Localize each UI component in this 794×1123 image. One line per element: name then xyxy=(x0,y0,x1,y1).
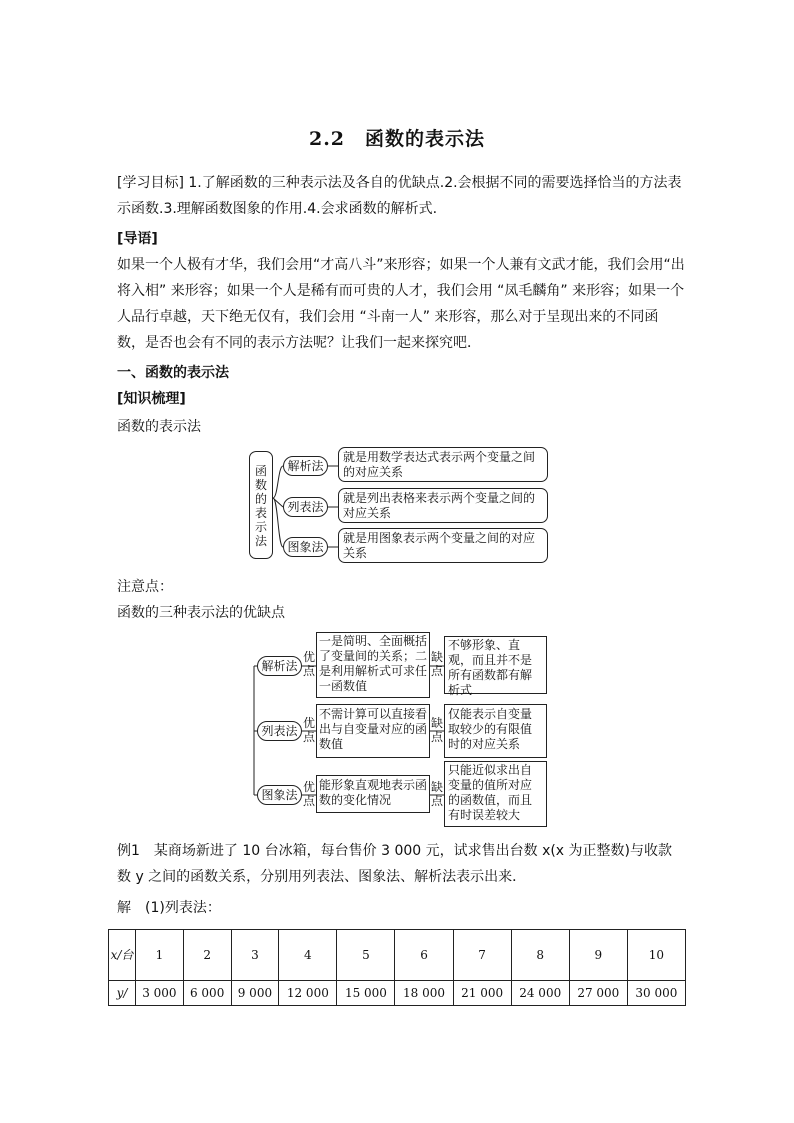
solution-heading: 解 (1)列表法： xyxy=(117,900,221,916)
diagram2-method-1: 解析法 xyxy=(257,656,302,676)
diagram2-pro-2: 不需计算可以直接看出与自变量对应的函数值 xyxy=(316,704,430,758)
table-header-x: x/台 xyxy=(109,930,136,981)
table-cell: 7 xyxy=(453,930,511,981)
table-cell: 5 xyxy=(337,930,395,981)
diagram1-desc-1: 就是用数学表达式表示两个变量之间的对应关系 xyxy=(338,447,548,482)
data-table xyxy=(108,929,686,1006)
diagram1-method-1: 解析法 xyxy=(283,456,328,476)
table-cell: 24 000 xyxy=(511,981,569,1006)
page-title: 2.2 函数的表示法 xyxy=(308,128,486,150)
table-cell: 3 xyxy=(231,930,279,981)
intro-text: 如果一个人极有才华，我们会用“才高八斗”来形容；如果一个人兼有文武才能，我们会用“出将入相” 来形容；如果一个人是稀有而可贵的人才，我们会用 “凤毛麟角” 来形容；如果一个人品行卓越，天下绝无仅有，我们会用 “斗南一人” 来形容，那么对于呈现出来的不同函数，是否也会有不同的表示方法呢？让我们一起来探究吧． xyxy=(117,257,685,351)
example-text: 某商场新进了 10 台冰箱，每台售价 3 000 元，试求售出台数 x(x 为正整数)与收款数 y 之间的函数关系，分别用列表法、图象法、解析法表示出来． xyxy=(117,843,673,885)
table-header-y: y/ xyxy=(109,981,136,1006)
table-cell: 15 000 xyxy=(337,981,395,1006)
diagram2-con-1: 不够形象、直观，而且并不是所有函数都有解析式 xyxy=(444,636,547,694)
diagram2-con-label-1: 缺 点 xyxy=(431,650,444,678)
diagram2-pro-label-1: 优 点 xyxy=(303,650,316,678)
diagram2-con-2: 仅能表示自变量取较少的有限值时的对应关系 xyxy=(444,704,547,758)
diagram1-root xyxy=(249,451,273,559)
table-row-y xyxy=(109,981,686,1006)
subtitle-representations: 函数的表示法 xyxy=(117,419,201,435)
section-heading: 一、函数的表示法 xyxy=(117,365,229,381)
diagram2-con-label-3: 缺 点 xyxy=(431,780,444,808)
table-cell: 3 000 xyxy=(136,981,184,1006)
table-cell: 12 000 xyxy=(279,981,337,1006)
table-cell: 8 xyxy=(511,930,569,981)
learning-goals-label: [学习目标] xyxy=(117,175,184,191)
learning-goals xyxy=(117,170,685,222)
example-label: 例1 xyxy=(117,843,140,859)
diagram2-pro-label-3: 优 点 xyxy=(303,780,316,808)
knowledge-label: [知识梳理] xyxy=(117,391,186,407)
diagram2-method-3: 图象法 xyxy=(257,785,302,805)
table-cell: 6 xyxy=(395,930,453,981)
diagram2-method-2: 列表法 xyxy=(257,721,302,741)
diagram2-pro-1: 一是简明、全面概括了变量间的关系；二是利用解析式可求任一函数值 xyxy=(316,632,430,698)
table-cell: 21 000 xyxy=(453,981,511,1006)
diagram1-desc-3: 就是用图象表示两个变量之间的对应关系 xyxy=(338,528,548,563)
diagram1-method-3: 图象法 xyxy=(283,537,328,557)
table-cell: 2 xyxy=(183,930,231,981)
diagram2-pro-3: 能形象直观地表示函数的变化情况 xyxy=(316,775,430,813)
diagram2-pro-label-2: 优 点 xyxy=(303,716,316,744)
table-cell: 6 000 xyxy=(183,981,231,1006)
table-cell: 9 xyxy=(569,930,627,981)
diagram2-con-label-2: 缺 点 xyxy=(431,716,444,744)
example-1 xyxy=(117,838,685,890)
diagram1-method-2: 列表法 xyxy=(283,497,328,517)
table-cell: 1 xyxy=(136,930,184,981)
table-cell: 27 000 xyxy=(569,981,627,1006)
table-cell: 30 000 xyxy=(627,981,685,1006)
note-label: 注意点： xyxy=(117,579,173,595)
subtitle-pros-cons: 函数的三种表示法的优缺点 xyxy=(117,605,285,621)
intro-label: [导语] xyxy=(117,231,158,247)
table-cell: 10 xyxy=(627,930,685,981)
diagram1-root-label: 函 数 的 表 示 法 xyxy=(254,464,267,548)
learning-goals-text: 1.了解函数的三种表示法及各自的优缺点.2.会根据不同的需要选择恰当的方法表示函数.3.理解函数图象的作用.4.会求函数的解析式. xyxy=(117,175,682,217)
diagram2-con-3: 只能近似求出自变量的值所对应的函数值，而且有时误差较大 xyxy=(444,761,547,827)
table-cell: 9 000 xyxy=(231,981,279,1006)
diagram1-desc-2: 就是列出表格来表示两个变量之间的对应关系 xyxy=(338,488,548,523)
table-cell: 18 000 xyxy=(395,981,453,1006)
table-cell: 4 xyxy=(279,930,337,981)
table-row-x xyxy=(109,930,686,981)
